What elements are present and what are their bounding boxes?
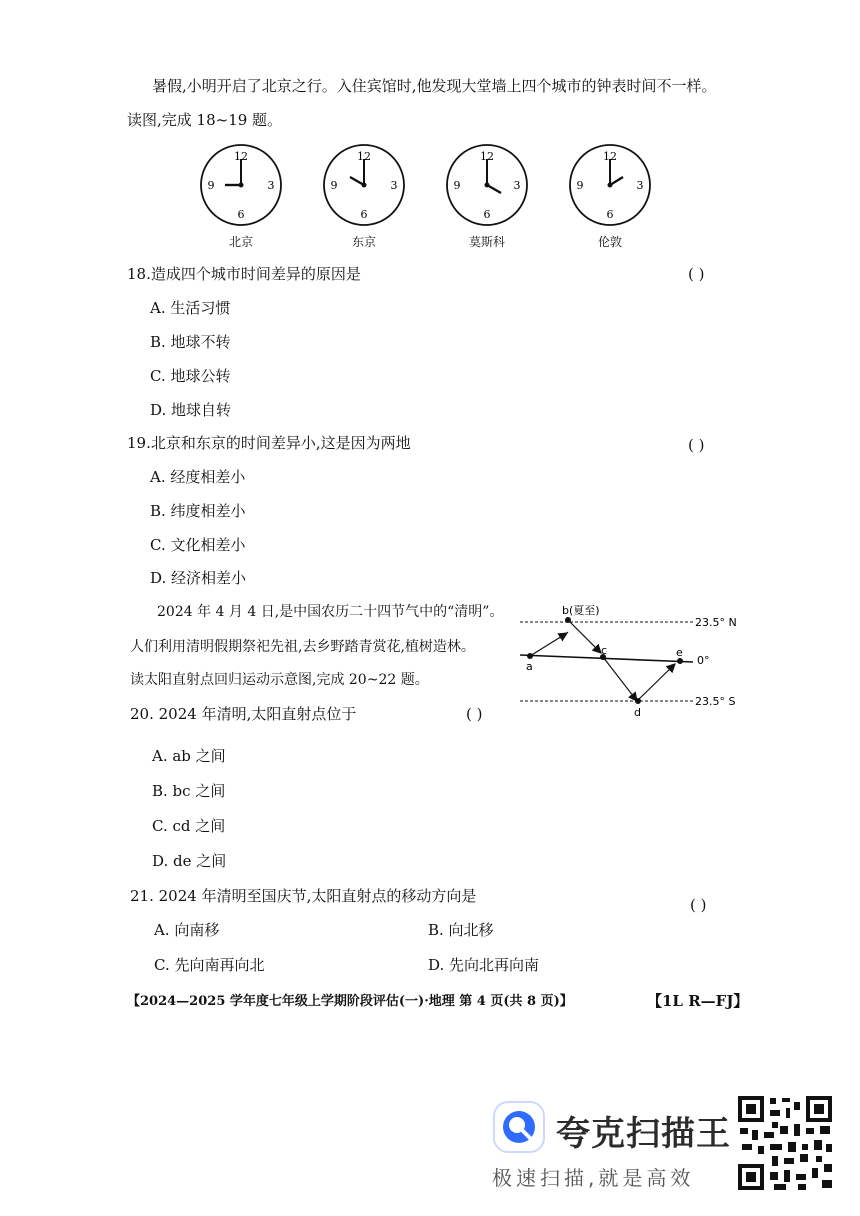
q19-option-d: D. 经济相差小 (150, 569, 247, 587)
point-d (635, 698, 641, 704)
q18-option-c: C. 地球公转 (150, 367, 231, 385)
label-a: a (526, 660, 533, 673)
clock-numeral-12: 12 (234, 150, 248, 163)
svg-text:12: 12 (603, 150, 617, 163)
q18-option-d: D. 地球自转 (150, 401, 232, 419)
clock-label-beijing: 北京 (228, 235, 253, 249)
q19-option-b: B. 纬度相差小 (150, 502, 246, 520)
label-north: 23.5° N (695, 616, 737, 629)
passage-line-2: 人们利用清明假期祭祀先祖,去乡野踏青赏花,植树造林。 (130, 639, 475, 655)
q21-option-c: C. 先向南再向北 (154, 956, 265, 974)
q20-option-d: D. de 之间 (152, 852, 227, 870)
svg-text:12: 12 (480, 150, 494, 163)
q18-option-b: B. 地球不转 (150, 333, 231, 351)
clock-label-tokyo: 东京 (351, 235, 376, 249)
svg-text:6: 6 (606, 208, 614, 221)
clock-numeral-6: 6 (237, 208, 245, 221)
point-a (527, 653, 533, 659)
clock-numeral-9: 9 (207, 179, 215, 192)
brand-subtitle: 极速扫描,就是高效 (492, 1166, 695, 1190)
page-footer-code: 【1L R—FJ】 (647, 992, 749, 1010)
qr-code-icon (736, 1094, 834, 1192)
q21-option-d: D. 先向北再向南 (428, 956, 540, 974)
q19-option-c: C. 文化相差小 (150, 536, 246, 554)
svg-text:3: 3 (513, 179, 521, 192)
svg-text:9: 9 (576, 179, 584, 192)
q21-option-a: A. 向南移 (154, 921, 220, 939)
svg-text:9: 9 (330, 179, 338, 192)
clock-london (570, 145, 650, 225)
label-equator: 0° (697, 654, 710, 667)
clock-label-moscow: 莫斯科 (468, 235, 505, 249)
q20-answer-paren: ( ) (466, 705, 483, 723)
q20-option-c: C. cd 之间 (152, 817, 226, 835)
clocks-figure (195, 140, 665, 235)
svg-text:9: 9 (453, 179, 461, 192)
q20-option-b: B. bc 之间 (152, 782, 226, 800)
passage-line-3: 读太阳直射点回归运动示意图,完成 20~22 题。 (130, 672, 429, 688)
clock-tokyo (324, 145, 404, 225)
intro-line-2: 读图,完成 18~19 题。 (127, 111, 283, 129)
q20-option-a: A. ab 之间 (152, 747, 226, 765)
passage-line-1: 2024 年 4 月 4 日,是中国农历二十四节气中的“清明”。 (157, 604, 504, 620)
svg-text:6: 6 (360, 208, 368, 221)
q18-stem: 18.造成四个城市时间差异的原因是 (127, 265, 361, 283)
q21-option-b: B. 向北移 (428, 921, 494, 939)
q18-option-a: A. 生活习惯 (150, 299, 231, 317)
clock-label-london: 伦敦 (597, 235, 622, 249)
q19-answer-paren: ( ) (688, 436, 705, 454)
q20-stem: 20. 2024 年清明,太阳直射点位于 (130, 705, 357, 723)
label-e: e (676, 646, 683, 659)
label-south: 23.5° S (695, 695, 736, 708)
q18-answer-paren: ( ) (688, 265, 705, 283)
label-c: c (601, 644, 608, 657)
label-d: d (634, 706, 641, 719)
subsolar-point-diagram (515, 600, 745, 720)
q19-option-a: A. 经度相差小 (150, 468, 246, 486)
q19-stem: 19.北京和东京的时间差异小,这是因为两地 (127, 434, 411, 452)
clock-numeral-3: 3 (267, 179, 275, 192)
page-footer-info: 【2024—2025 学年度七年级上学期阶段评估(一)·地理 第 4 页(共 8 页)】 (127, 994, 573, 1009)
intro-line-1: 暑假,小明开启了北京之行。入住宾馆时,他发现大堂墙上四个城市的钟表时间不一样。 (152, 77, 717, 95)
svg-text:12: 12 (357, 150, 371, 163)
label-b: b(夏至) (562, 604, 600, 617)
svg-text:6: 6 (483, 208, 491, 221)
q21-stem: 21. 2024 年清明至国庆节,太阳直射点的移动方向是 (130, 887, 477, 905)
svg-text:3: 3 (636, 179, 644, 192)
clock-beijing (201, 145, 281, 225)
clock-moscow (447, 145, 527, 225)
q21-answer-paren: ( ) (690, 896, 707, 914)
point-b (565, 617, 571, 623)
svg-text:3: 3 (390, 179, 398, 192)
quark-logo-icon (492, 1100, 546, 1154)
brand-title: 夸克扫描王 (556, 1114, 731, 1154)
